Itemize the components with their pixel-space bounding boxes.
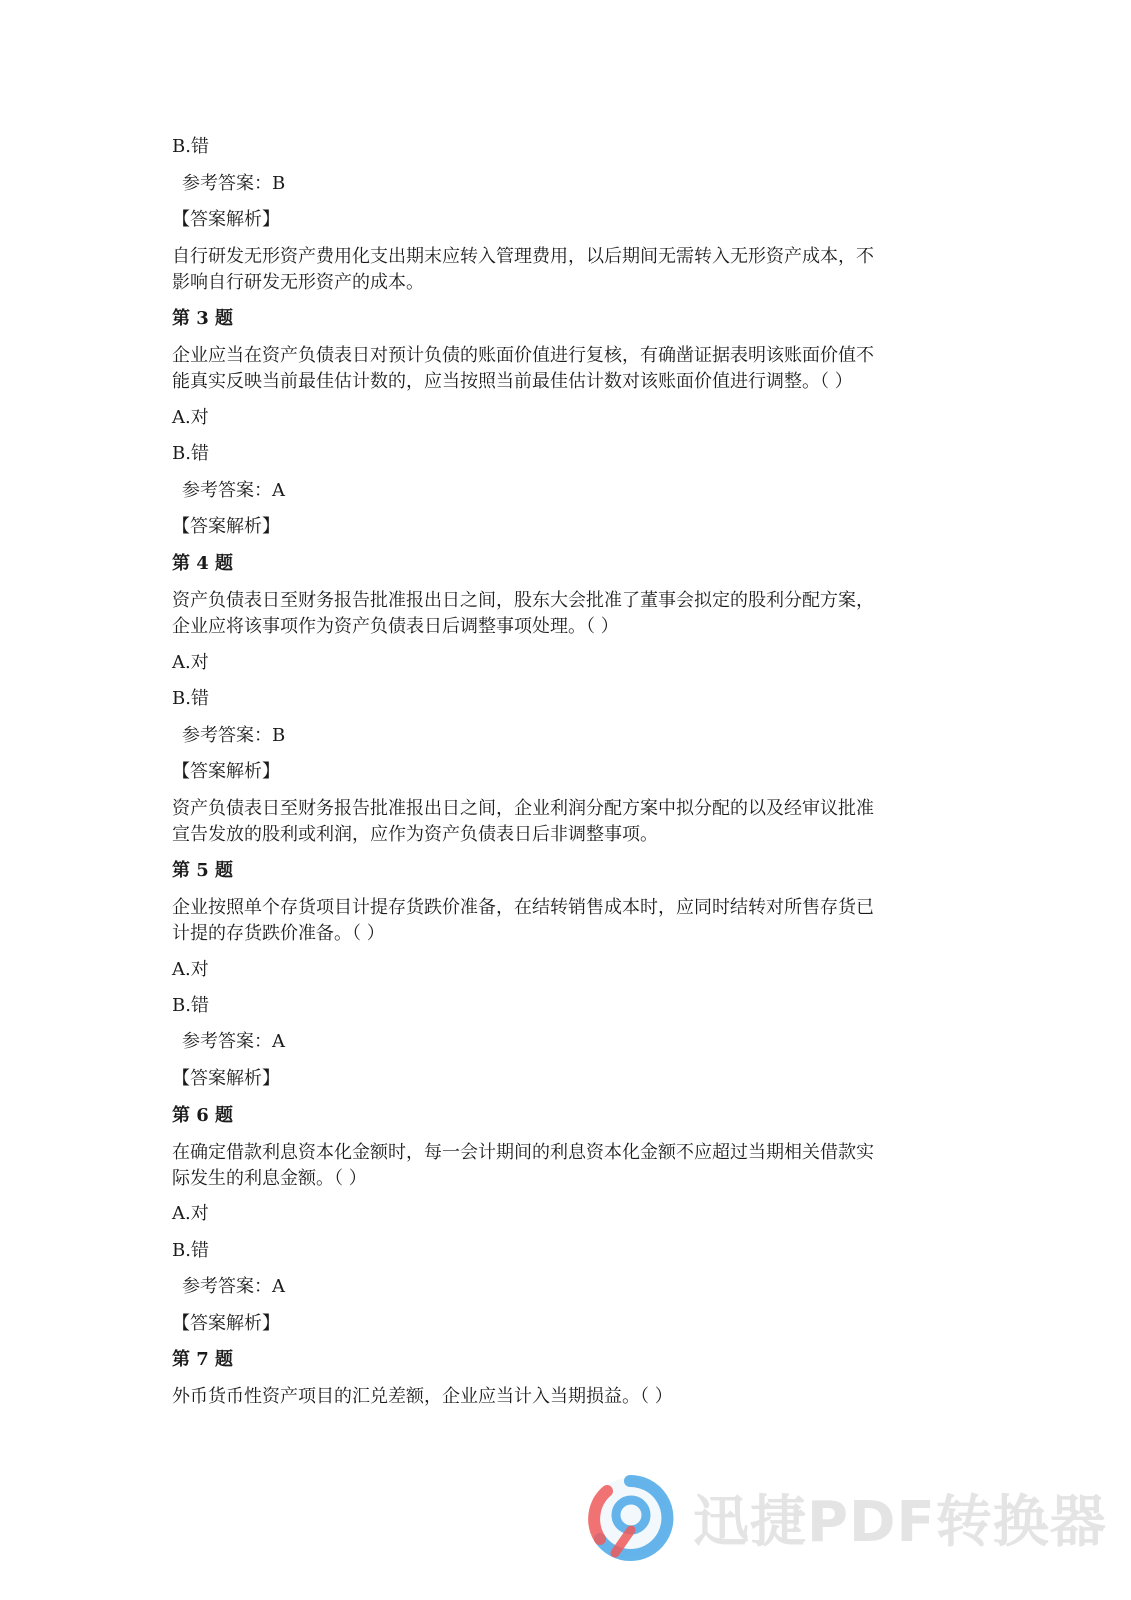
- option-b: B.错: [172, 688, 209, 709]
- question-text: 计提的存货跌价准备。（ ）: [172, 923, 385, 944]
- question-text: 际发生的利息金额。（ ）: [172, 1168, 367, 1189]
- question-title: 第 7 题: [172, 1349, 234, 1370]
- question-title: 第 4 题: [172, 553, 234, 574]
- xunjie-logo-icon: [585, 1473, 675, 1563]
- option-b: B.错: [172, 995, 209, 1016]
- watermark: [585, 1468, 1105, 1568]
- option-a: A.对: [172, 652, 209, 673]
- reference-answer: 参考答案：A: [182, 1031, 285, 1052]
- watermark-text: 迅捷PDF转换器: [693, 1490, 1107, 1555]
- question-title: 第 5 题: [172, 860, 234, 881]
- option-a: A.对: [172, 1203, 209, 1224]
- question-text: 能真实反映当前最佳估计数的，应当按照当前最佳估计数对该账面价值进行调整。（ ）: [172, 371, 853, 392]
- option-b: B.错: [172, 1240, 209, 1261]
- analysis-text: 影响自行研发无形资产的成本。: [172, 272, 424, 293]
- reference-answer: 参考答案：B: [182, 173, 286, 194]
- option-a: A.对: [172, 407, 209, 428]
- option-b: B.错: [172, 443, 209, 464]
- analysis-text: 自行研发无形资产费用化支出期末应转入管理费用，以后期间无需转入无形资产成本，不: [172, 246, 874, 267]
- reference-answer: 参考答案：A: [182, 1276, 285, 1297]
- question-text: 企业按照单个存货项目计提存货跌价准备，在结转销售成本时，应同时结转对所售存货已: [172, 897, 874, 918]
- question-text: 企业应当在资产负债表日对预计负债的账面价值进行复核，有确凿证据表明该账面价值不: [172, 345, 874, 366]
- answer-analysis-heading: 【答案解析】: [172, 1313, 280, 1334]
- reference-answer: 参考答案：B: [182, 725, 286, 746]
- question-text: 外币货币性资产项目的汇兑差额，企业应当计入当期损益。（ ）: [172, 1386, 673, 1407]
- question-text: 企业应将该事项作为资产负债表日后调整事项处理。（ ）: [172, 616, 619, 637]
- analysis-text: 资产负债表日至财务报告批准报出日之间，企业利润分配方案中拟分配的以及经审议批准: [172, 798, 874, 819]
- analysis-text: 宣告发放的股利或利润，应作为资产负债表日后非调整事项。: [172, 824, 658, 845]
- answer-analysis-heading: 【答案解析】: [172, 761, 280, 782]
- question-text: 在确定借款利息资本化金额时，每一会计期间的利息资本化金额不应超过当期相关借款实: [172, 1142, 874, 1163]
- question-title: 第 3 题: [172, 308, 234, 329]
- answer-analysis-heading: 【答案解析】: [172, 1068, 280, 1089]
- answer-analysis-heading: 【答案解析】: [172, 209, 280, 230]
- option-a: A.对: [172, 959, 209, 980]
- option-b: B.错: [172, 136, 209, 157]
- question-title: 第 6 题: [172, 1105, 234, 1126]
- answer-analysis-heading: 【答案解析】: [172, 516, 280, 537]
- reference-answer: 参考答案：A: [182, 480, 285, 501]
- question-text: 资产负债表日至财务报告批准报出日之间，股东大会批准了董事会拟定的股利分配方案，: [172, 590, 874, 611]
